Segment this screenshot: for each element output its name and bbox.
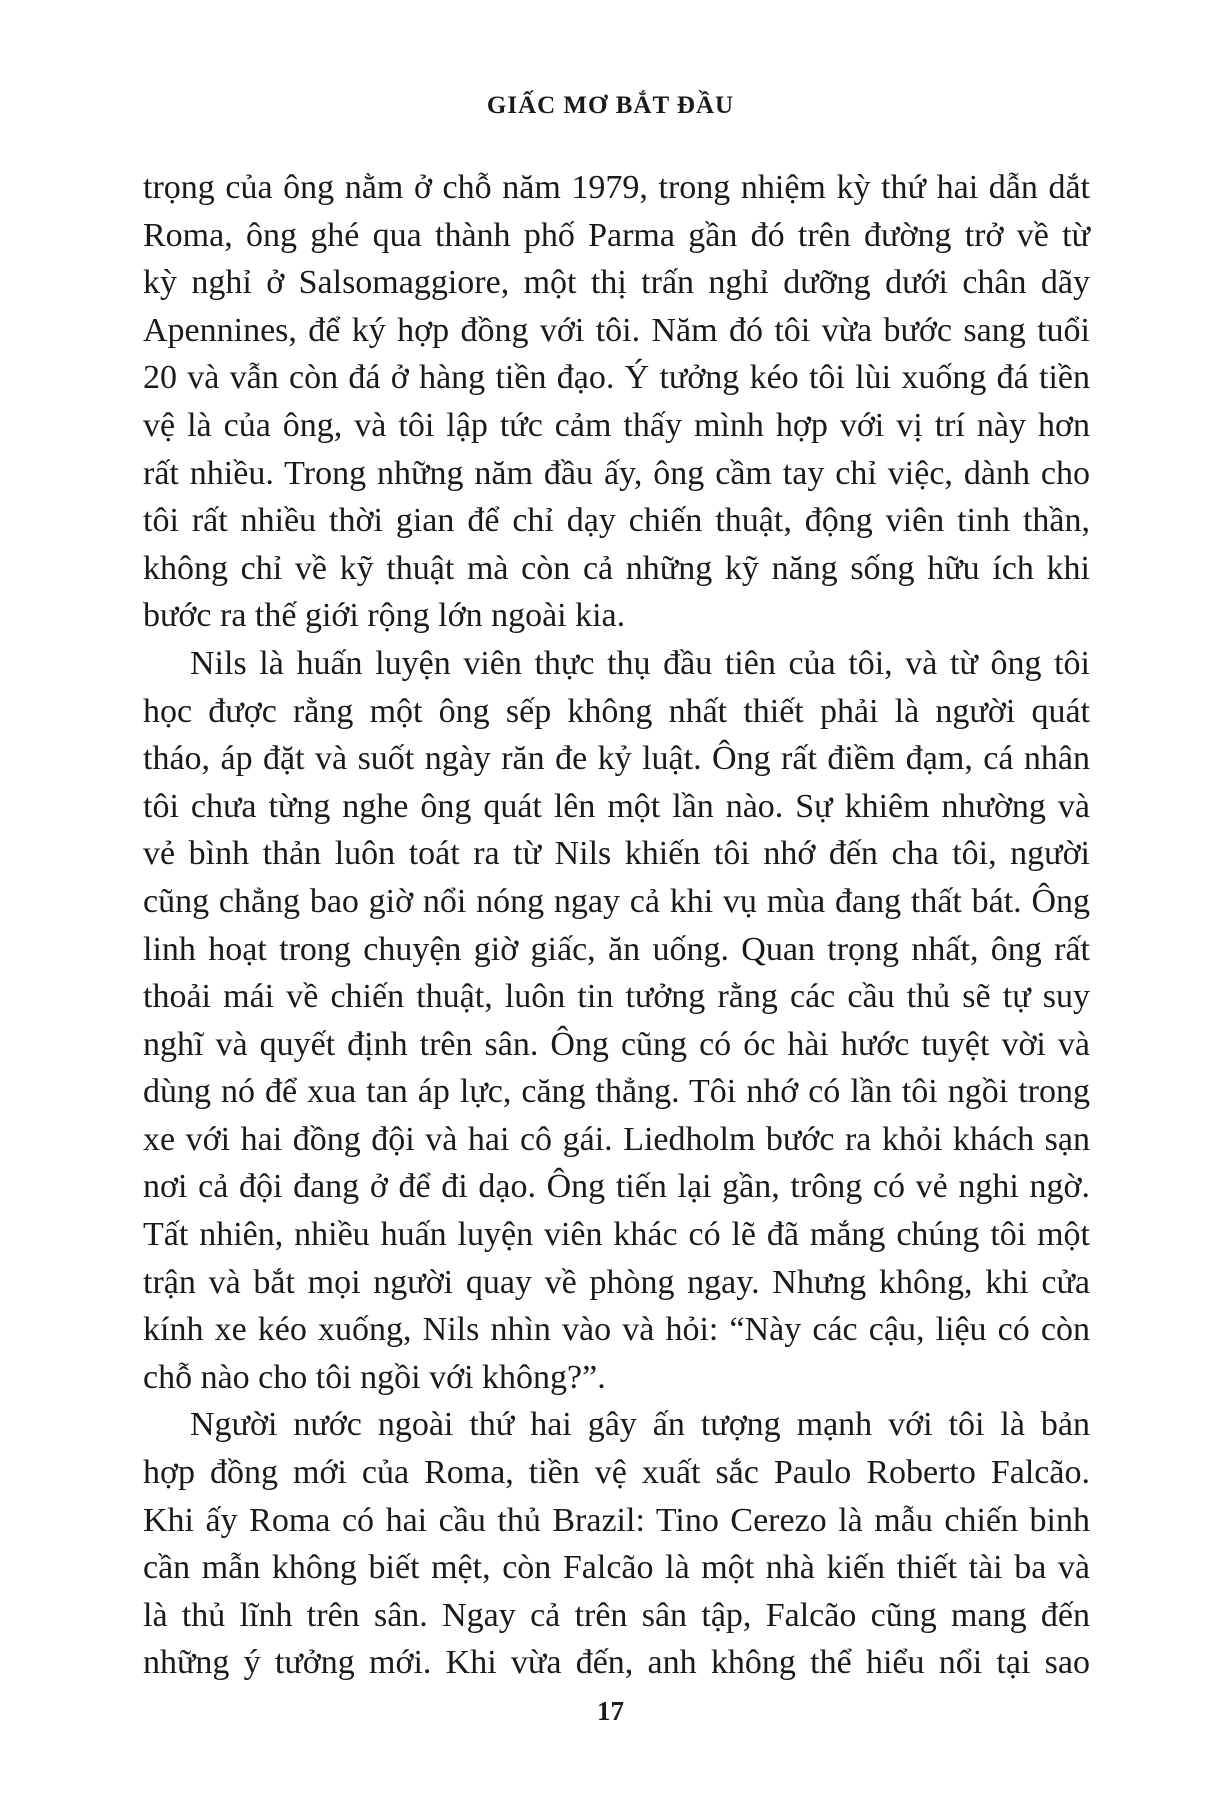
text-line: tôi rất nhiều thời gian để chỉ dạy chiến thuật, động viên tinh thần, — [143, 502, 1090, 540]
text-line: kính xe kéo xuống, Nils nhìn vào và hỏi: “Này các cậu, liệu có còn — [143, 1311, 1090, 1349]
text-line: cần mẫn không biết mệt, còn Falcão là một nhà kiến thiết tài ba và — [143, 1549, 1090, 1587]
text-line: học được rằng một ông sếp không nhất thiết phải là người quát — [143, 692, 1090, 730]
text-line: cũng chẳng bao giờ nổi nóng ngay cả khi vụ mùa đang thất bát. Ông — [143, 882, 1090, 920]
text-line: hợp đồng mới của Roma, tiền vệ xuất sắc Paulo Roberto Falcão. — [143, 1454, 1090, 1492]
text-line: tháo, áp đặt và suốt ngày răn đe kỷ luật. Ông rất điềm đạm, cá nhân — [143, 740, 1090, 778]
body-text — [143, 164, 1090, 1687]
text-line: dùng nó để xua tan áp lực, căng thẳng. Tôi nhớ có lần tôi ngồi trong — [143, 1073, 1090, 1111]
paragraph — [143, 640, 1090, 1402]
text-line: 20 và vẫn còn đá ở hàng tiền đạo. Ý tưởng kéo tôi lùi xuống đá tiền — [143, 359, 1090, 397]
text-line: Nils là huấn luyện viên thực thụ đầu tiên của tôi, và từ ông tôi — [190, 644, 1090, 682]
text-line: nghĩ và quyết định trên sân. Ông cũng có óc hài hước tuyệt vời và — [143, 1025, 1090, 1063]
text-line: Tất nhiên, nhiều huấn luyện viên khác có lẽ đã mắng chúng tôi một — [143, 1216, 1090, 1254]
text-line: trọng của ông nằm ở chỗ năm 1979, trong nhiệm kỳ thứ hai dẫn dắt — [143, 169, 1090, 206]
text-line: Roma, ông ghé qua thành phố Parma gần đó trên đường trở về từ — [143, 216, 1090, 254]
text-line: Apennines, để ký hợp đồng với tôi. Năm đó tôi vừa bước sang tuổi — [143, 311, 1090, 349]
text-line: bước ra thế giới rộng lớn ngoài kia. — [143, 597, 626, 635]
running-head: GIẤC MƠ BẮT ĐẦU — [486, 92, 735, 119]
paragraph — [143, 164, 1090, 640]
text-line: trận và bắt mọi người quay về phòng ngay. Nhưng không, khi cửa — [143, 1263, 1090, 1301]
text-line: những ý tưởng mới. Khi vừa đến, anh không thể hiểu nổi tại sao — [143, 1644, 1090, 1682]
page-number: 17 — [597, 1696, 624, 1726]
text-line: xe với hai đồng đội và hai cô gái. Liedholm bước ra khỏi khách sạn — [143, 1120, 1090, 1158]
text-line: vệ là của ông, và tôi lập tức cảm thấy mình hợp với vị trí này hơn — [143, 406, 1090, 444]
text-line: vẻ bình thản luôn toát ra từ Nils khiến tôi nhớ đến cha tôi, người — [143, 835, 1090, 873]
text-line: nơi cả đội đang ở để đi dạo. Ông tiến lại gần, trông có vẻ nghi ngờ. — [143, 1168, 1090, 1206]
text-line: rất nhiều. Trong những năm đầu ấy, ông cầm tay chỉ việc, dành cho — [143, 454, 1090, 492]
text-line: thoải mái về chiến thuật, luôn tin tưởng rằng các cầu thủ sẽ tự suy — [143, 978, 1090, 1016]
text-line: linh hoạt trong chuyện giờ giấc, ăn uống. Quan trọng nhất, ông rất — [143, 930, 1090, 968]
text-line: tôi chưa từng nghe ông quát lên một lần nào. Sự khiêm nhường và — [143, 787, 1090, 825]
text-line: là thủ lĩnh trên sân. Ngay cả trên sân tập, Falcão cũng mang đến — [143, 1596, 1090, 1634]
text-line: không chỉ về kỹ thuật mà còn cả những kỹ năng sống hữu ích khi — [143, 549, 1090, 587]
text-line: Khi ấy Roma có hai cầu thủ Brazil: Tino Cerezo là mẫu chiến binh — [143, 1501, 1090, 1539]
text-line: kỳ nghỉ ở Salsomaggiore, một thị trấn nghỉ dưỡng dưới chân dãy — [143, 264, 1090, 302]
text-line: chỗ nào cho tôi ngồi với không?”. — [143, 1358, 606, 1396]
paragraph — [143, 1401, 1090, 1687]
text-line: Người nước ngoài thứ hai gây ấn tượng mạnh với tôi là bản — [190, 1406, 1090, 1444]
